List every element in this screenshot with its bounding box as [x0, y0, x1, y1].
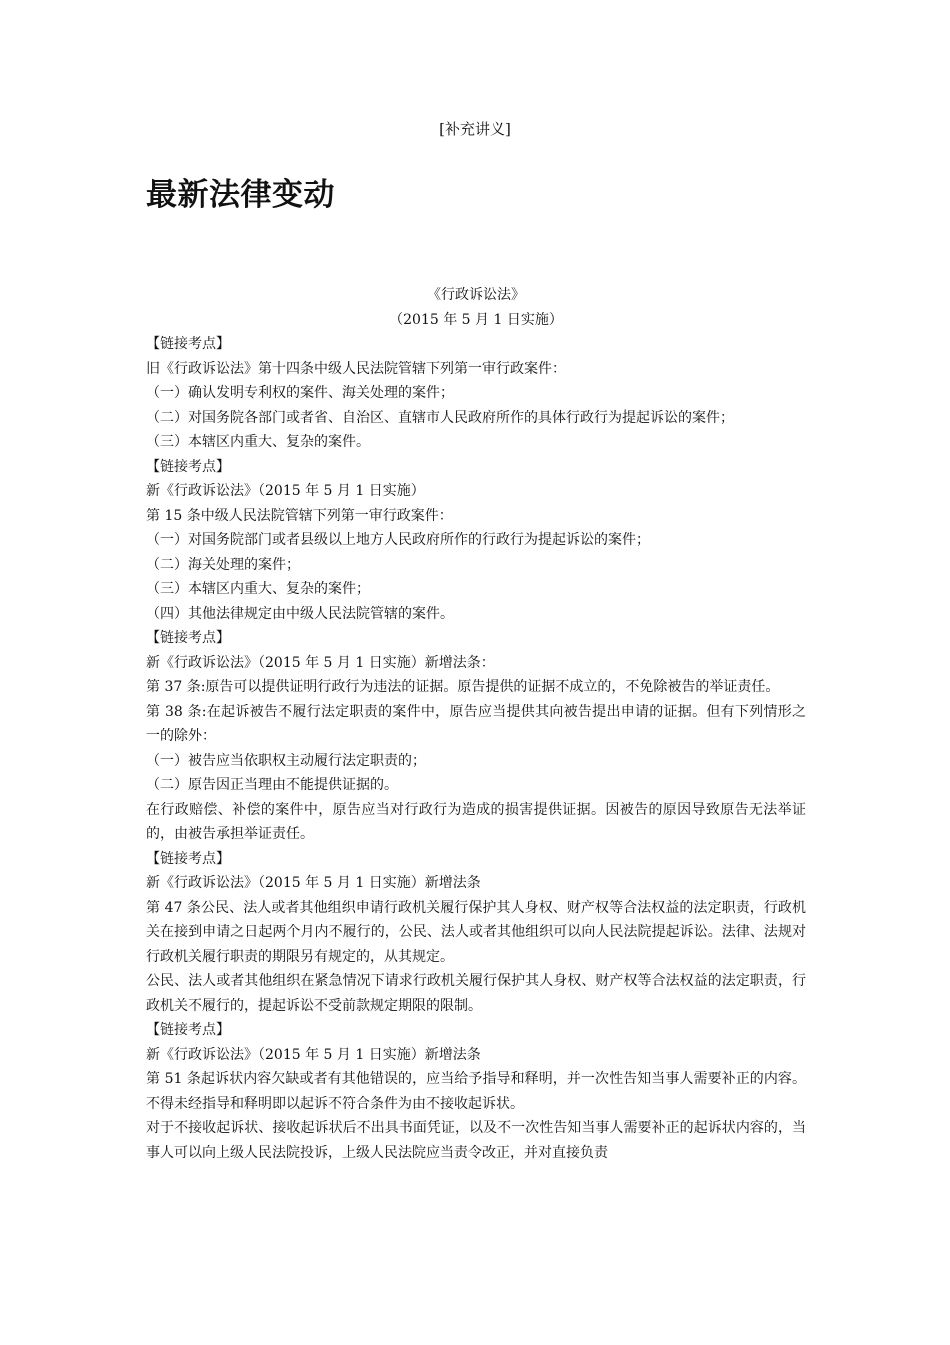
list-item: （四）其他法律规定由中级人民法院管辖的案件。	[146, 605, 454, 622]
paragraph: 公民、法人或者其他组织在紧急情况下请求行政机关履行保护其人身权、财产权等合法权益的法定职责，行政机关不履行的，提起诉讼不受前款规定期限的限制。	[146, 973, 806, 1014]
list-item: （二）海关处理的案件；	[146, 556, 300, 573]
paragraph: 新《行政诉讼法》（2015 年 5 月 1 日实施）新增法条：	[146, 654, 495, 671]
list-item: （二）对国务院各部门或者省、自治区、直辖市人民政府所作的具体行政行为提起诉讼的案件；	[146, 409, 734, 426]
list-item: （三）本辖区内重大、复杂的案件。	[146, 434, 370, 450]
paragraph: 新《行政诉讼法》（2015 年 5 月 1 日实施）	[146, 483, 425, 499]
document-title: 最新法律变动	[146, 177, 335, 213]
paragraph: 对于不接收起诉状、接收起诉状后不出具书面凭证，以及不一次性告知当事人需要补正的起诉状内容的，当事人可以向上级人民法院投诉，上级人民法院应当责令改正，并对直接负责	[146, 1120, 806, 1161]
paragraph: 新《行政诉讼法》（2015 年 5 月 1 日实施）新增法条	[146, 1046, 481, 1063]
paragraph: 第 15 条中级人民法院管辖下列第一审行政案件：	[146, 507, 453, 524]
law-name: 《行政诉讼法》	[427, 287, 525, 303]
section-tag: 【链接考点】	[146, 850, 230, 867]
article-51: 第 51 条起诉状内容欠缺或者有其他错误的，应当给予指导和释明，并一次性告知当事人需要补正的内容。不得未经指导和释明即以起诉不符合条件为由不接收起诉状。	[146, 1071, 806, 1112]
document-body	[146, 283, 806, 1165]
paragraph: 新《行政诉讼法》（2015 年 5 月 1 日实施）新增法条	[146, 875, 481, 891]
section-tag: 【链接考点】	[146, 458, 230, 475]
article-47: 第 47 条公民、法人或者其他组织申请行政机关履行保护其人身权、财产权等合法权益的法定职责，行政机关在接到申请之日起两个月内不履行的，公民、法人或者其他组织可以向人民法院提起诉讼。法律、法规对行政机关履行职责的期限另有规定的，从其规定。	[146, 899, 806, 965]
article-38: 第 38 条:在起诉被告不履行法定职责的案件中，原告应当提供其向被告提出申请的证据。但有下列情形之一的除外：	[146, 703, 806, 744]
section-tag: 【链接考点】	[146, 336, 230, 352]
section-tag: 【链接考点】	[146, 1022, 230, 1038]
section-tag: 【链接考点】	[146, 630, 230, 646]
effective-date: （2015 年 5 月 1 日实施）	[389, 311, 563, 328]
list-item: （一）被告应当依职权主动履行法定职责的；	[146, 752, 426, 769]
article-37: 第 37 条:原告可以提供证明行政行为违法的证据。原告提供的证据不成立的，不免除被告的举证责任。	[146, 679, 780, 695]
paragraph: 在行政赔偿、补偿的案件中，原告应当对行政行为造成的损害提供证据。因被告的原因导致原告无法举证的，由被告承担举证责任。	[146, 801, 806, 842]
header-note: [补充讲义]	[439, 120, 511, 138]
paragraph: 旧《行政诉讼法》第十四条中级人民法院管辖下列第一审行政案件：	[146, 360, 566, 377]
list-item: （二）原告因正当理由不能提供证据的。	[146, 777, 398, 793]
list-item: （三）本辖区内重大、复杂的案件；	[146, 581, 370, 597]
list-item: （一）对国务院部门或者县级以上地方人民政府所作的行政行为提起诉讼的案件；	[146, 532, 650, 548]
list-item: （一）确认发明专利权的案件、海关处理的案件；	[146, 385, 454, 401]
